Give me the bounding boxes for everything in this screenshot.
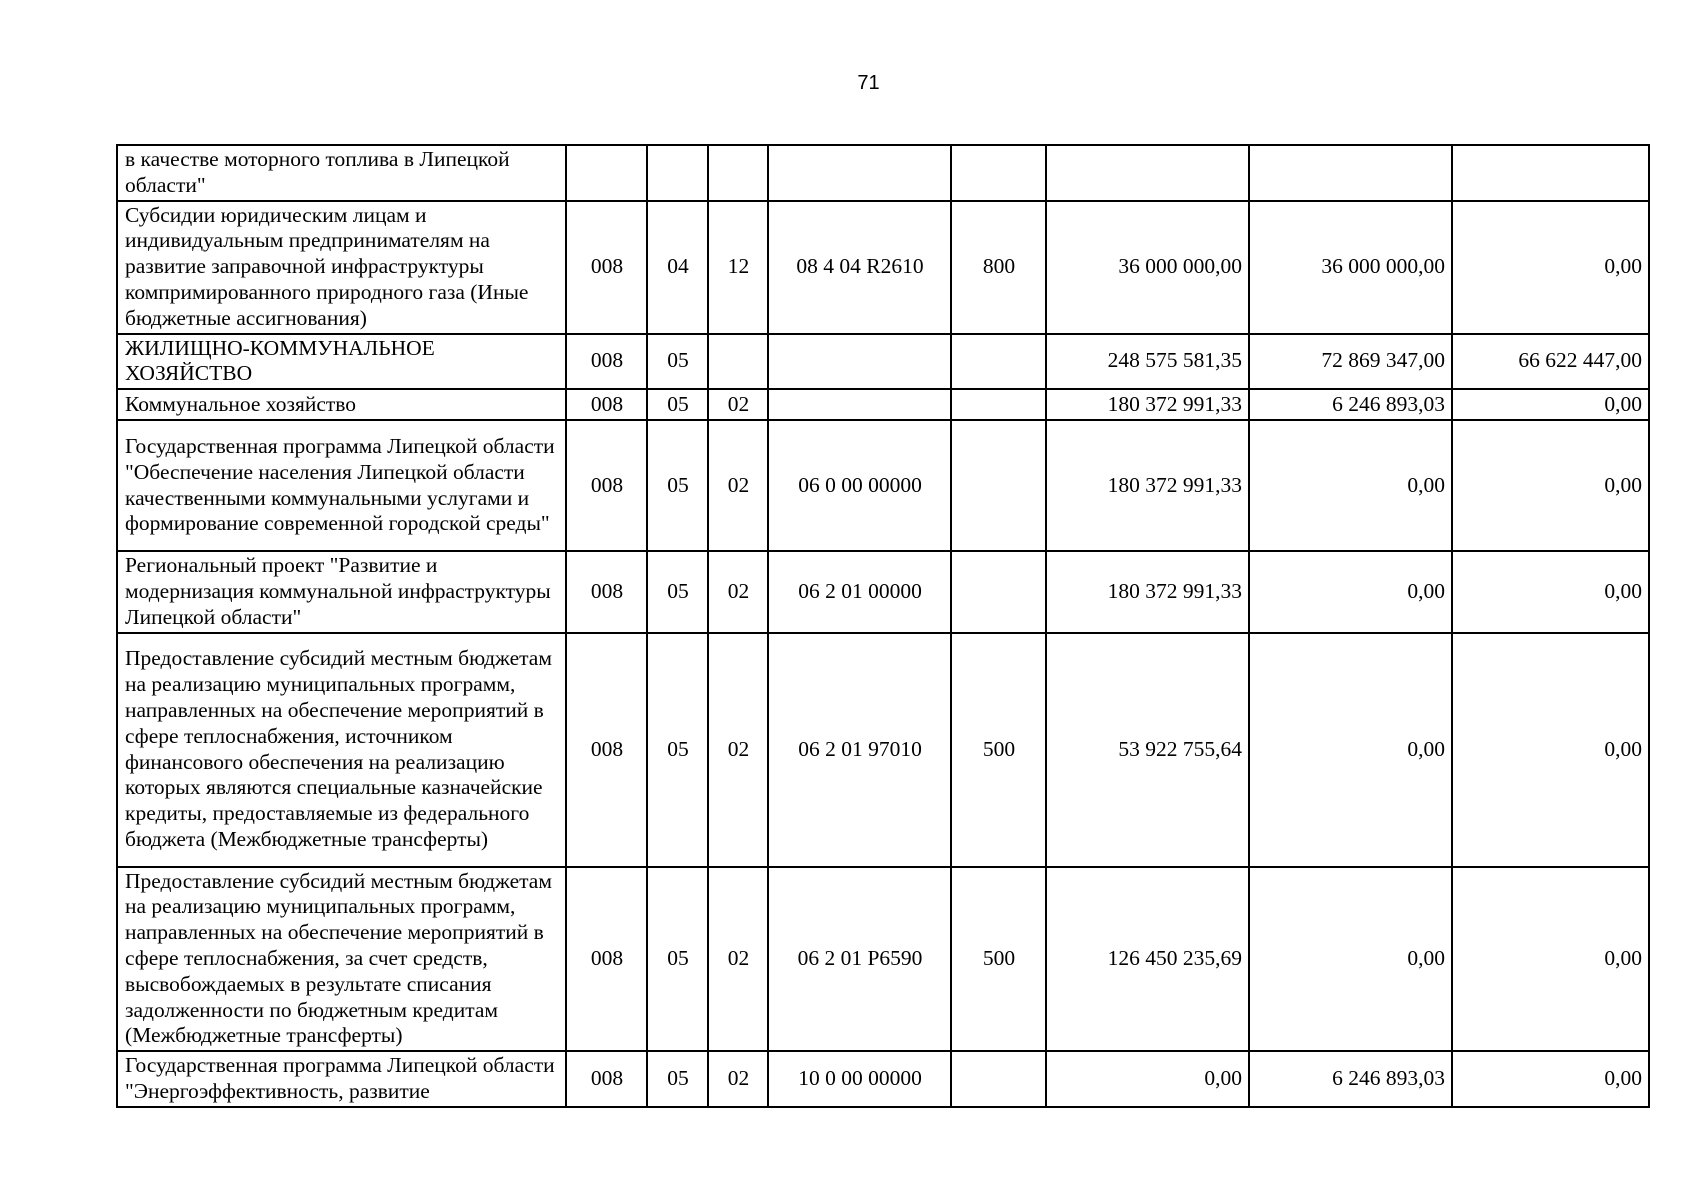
sum-year3-cell: 0,00 xyxy=(1452,867,1649,1052)
rz-cell: 05 xyxy=(647,551,708,632)
sum-year2-cell xyxy=(1249,145,1452,201)
rz-cell: 05 xyxy=(647,389,708,420)
table-row xyxy=(117,1051,1649,1107)
sum-year1-cell: 0,00 xyxy=(1046,1051,1249,1107)
sum-year2-cell: 6 246 893,03 xyxy=(1249,389,1452,420)
pr-cell: 02 xyxy=(708,1051,768,1107)
sum-year3-cell: 0,00 xyxy=(1452,551,1649,632)
sum-year2-cell: 0,00 xyxy=(1249,633,1452,867)
sum-year1-cell: 180 372 991,33 xyxy=(1046,551,1249,632)
csr-cell xyxy=(768,145,951,201)
vr-cell xyxy=(951,389,1046,420)
rz-cell: 05 xyxy=(647,867,708,1052)
pr-cell: 02 xyxy=(708,420,768,551)
sum-year2-cell: 72 869 347,00 xyxy=(1249,334,1452,390)
row-name-cell: Государственная программа Липецкой области "Обеспечение населения Липецкой области качественными коммунальными услугами и формирование современной городской среды" xyxy=(117,420,566,551)
rz-cell: 05 xyxy=(647,633,708,867)
sum-year3-cell: 0,00 xyxy=(1452,1051,1649,1107)
table-row xyxy=(117,867,1649,1052)
sum-year2-cell: 36 000 000,00 xyxy=(1249,201,1452,334)
table-row xyxy=(117,334,1649,390)
vr-cell xyxy=(951,420,1046,551)
sum-year2-cell: 0,00 xyxy=(1249,867,1452,1052)
ved-cell: 008 xyxy=(566,201,647,334)
ved-cell: 008 xyxy=(566,334,647,390)
ved-cell: 008 xyxy=(566,551,647,632)
sum-year2-cell: 0,00 xyxy=(1249,420,1452,551)
table-row xyxy=(117,633,1649,867)
csr-cell: 08 4 04 R2610 xyxy=(768,201,951,334)
pr-cell: 02 xyxy=(708,551,768,632)
vr-cell: 500 xyxy=(951,867,1046,1052)
table-row xyxy=(117,201,1649,334)
page-number: 71 xyxy=(857,72,880,94)
sum-year3-cell: 0,00 xyxy=(1452,389,1649,420)
row-name-cell: Субсидии юридическим лицам и индивидуальным предпринимателям на развитие заправочной инфраструктуры компримированного природного газа (Иные бюджетные ассигнования) xyxy=(117,201,566,334)
pr-cell: 02 xyxy=(708,389,768,420)
rz-cell xyxy=(647,145,708,201)
row-name-cell: Коммунальное хозяйство xyxy=(117,389,566,420)
budget-table xyxy=(116,144,1650,1108)
row-name-cell: Региональный проект "Развитие и модернизация коммунальной инфраструктуры Липецкой области" xyxy=(117,551,566,632)
vr-cell: 500 xyxy=(951,633,1046,867)
row-name-cell: Предоставление субсидий местным бюджетам на реализацию муниципальных программ, направленных на обеспечение мероприятий в сфере теплоснабжения, за счет средств, высвобождаемых в результате списания задолженности по бюджетным кредитам (Межбюджетные трансферты) xyxy=(117,867,566,1052)
vr-cell xyxy=(951,334,1046,390)
vr-cell xyxy=(951,551,1046,632)
vr-cell: 800 xyxy=(951,201,1046,334)
rz-cell: 04 xyxy=(647,201,708,334)
table-row xyxy=(117,551,1649,632)
csr-cell: 10 0 00 00000 xyxy=(768,1051,951,1107)
sum-year1-cell: 53 922 755,64 xyxy=(1046,633,1249,867)
sum-year2-cell: 6 246 893,03 xyxy=(1249,1051,1452,1107)
sum-year1-cell: 180 372 991,33 xyxy=(1046,420,1249,551)
sum-year3-cell: 0,00 xyxy=(1452,201,1649,334)
rz-cell: 05 xyxy=(647,334,708,390)
csr-cell xyxy=(768,389,951,420)
sum-year1-cell: 126 450 235,69 xyxy=(1046,867,1249,1052)
vr-cell xyxy=(951,1051,1046,1107)
pr-cell xyxy=(708,145,768,201)
ved-cell: 008 xyxy=(566,389,647,420)
csr-cell: 06 2 01 00000 xyxy=(768,551,951,632)
row-name-cell: в качестве моторного топлива в Липецкой области" xyxy=(117,145,566,201)
csr-cell: 06 0 00 00000 xyxy=(768,420,951,551)
sum-year1-cell: 36 000 000,00 xyxy=(1046,201,1249,334)
csr-cell xyxy=(768,334,951,390)
ved-cell: 008 xyxy=(566,420,647,551)
sum-year1-cell: 248 575 581,35 xyxy=(1046,334,1249,390)
ved-cell: 008 xyxy=(566,633,647,867)
row-name-cell: Предоставление субсидий местным бюджетам на реализацию муниципальных программ, направленных на обеспечение мероприятий в сфере теплоснабжения, источником финансового обеспечения на реализацию которых являются специальные казначейские кредиты, предоставляемые из федерального бюджета (Межбюджетные трансферты) xyxy=(117,633,566,867)
ved-cell: 008 xyxy=(566,867,647,1052)
row-name-cell: ЖИЛИЩНО-КОММУНАЛЬНОЕ ХОЗЯЙСТВО xyxy=(117,334,566,390)
sum-year1-cell: 180 372 991,33 xyxy=(1046,389,1249,420)
table-row xyxy=(117,420,1649,551)
sum-year3-cell: 0,00 xyxy=(1452,420,1649,551)
csr-cell: 06 2 01 P6590 xyxy=(768,867,951,1052)
pr-cell: 12 xyxy=(708,201,768,334)
sum-year2-cell: 0,00 xyxy=(1249,551,1452,632)
pr-cell: 02 xyxy=(708,633,768,867)
csr-cell: 06 2 01 97010 xyxy=(768,633,951,867)
sum-year3-cell: 66 622 447,00 xyxy=(1452,334,1649,390)
rz-cell: 05 xyxy=(647,1051,708,1107)
pr-cell: 02 xyxy=(708,867,768,1052)
sum-year1-cell xyxy=(1046,145,1249,201)
rz-cell: 05 xyxy=(647,420,708,551)
vr-cell xyxy=(951,145,1046,201)
sum-year3-cell: 0,00 xyxy=(1452,633,1649,867)
ved-cell: 008 xyxy=(566,1051,647,1107)
ved-cell xyxy=(566,145,647,201)
sum-year3-cell xyxy=(1452,145,1649,201)
table-row xyxy=(117,389,1649,420)
pr-cell xyxy=(708,334,768,390)
table-row xyxy=(117,145,1649,201)
row-name-cell: Государственная программа Липецкой области "Энергоэффективность, развитие xyxy=(117,1051,566,1107)
